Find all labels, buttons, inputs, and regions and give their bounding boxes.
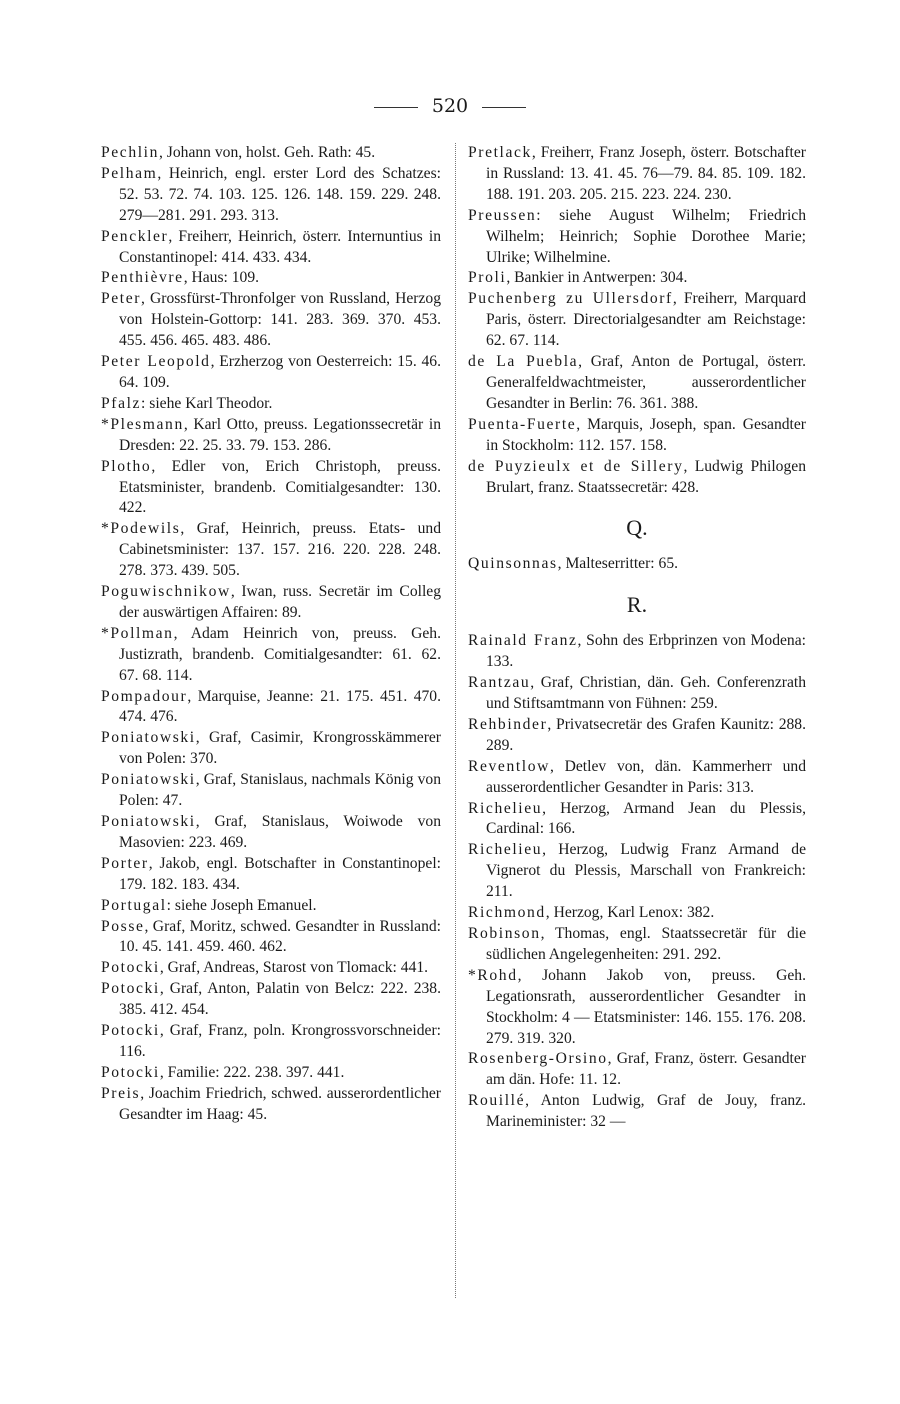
entry-description: , Detlev von, dän. Kammerherr und ausserordentlicher Gesandter in Paris: 313. bbox=[486, 757, 806, 796]
index-entry bbox=[101, 917, 441, 959]
right-column-p-entries bbox=[468, 143, 806, 498]
index-entry bbox=[101, 227, 441, 269]
right-column-r-entries bbox=[468, 631, 806, 1133]
section-heading-r: R. bbox=[626, 592, 648, 618]
index-entry bbox=[101, 958, 441, 979]
entry-description: , Graf, Stanislaus, Woiwode von Masovien: 223. 469. bbox=[119, 813, 441, 851]
entry-description: , Ludwig Philogen Brulart, franz. Staatssecretär: 428. bbox=[486, 457, 806, 496]
entry-name: Quinsonnas bbox=[468, 555, 558, 573]
entry-description: , Adam Heinrich von, preuss. Geh. Justizrath, brandenb. Comitialgesandter: 61. 62. 67. 68. 114. bbox=[119, 624, 441, 684]
entry-description: , Familie: 222. 238. 397. 441. bbox=[159, 1063, 345, 1081]
entry-name: Poguwischnikow bbox=[101, 583, 231, 601]
entry-description: , Marquis, Joseph, span. Gesandter in Stockholm: 112. 157. 158. bbox=[486, 415, 806, 454]
entry-description: : siehe August Wilhelm; Friedrich Wilhelm; Heinrich; Sophie Dorothee Marie; Ulrike; Wilhelmine. bbox=[486, 206, 806, 266]
entry-description: , Iwan, russ. Secretär im Colleg der auswärtigen Affairen: 89. bbox=[119, 583, 441, 621]
entry-description: , Graf, Heinrich, preuss. Etats- und Cabinetsminister: 137. 157. 216. 220. 228. 248. 278. 373. 439. 505. bbox=[119, 520, 441, 580]
left-column bbox=[101, 143, 441, 1126]
entry-name: Rosenberg-Orsino bbox=[468, 1050, 608, 1068]
entry-name: *Podewils bbox=[101, 520, 181, 538]
entry-description: , Privatsecretär des Grafen Kaunitz: 288. 289. bbox=[486, 715, 806, 754]
index-entry bbox=[101, 687, 441, 729]
entry-description: , Graf, Stanislaus, nachmals König von Polen: 47. bbox=[119, 771, 441, 810]
index-entry bbox=[468, 1049, 806, 1091]
entry-description: , Herzog, Armand Jean du Plessis, Cardinal: 166. bbox=[486, 799, 806, 838]
entry-name: Poniatowski bbox=[101, 813, 196, 830]
entry-description: , Jakob, engl. Botschafter in Constantinopel: 179. 182. 183. 434. bbox=[119, 854, 441, 893]
entry-name: Pompadour bbox=[101, 687, 188, 705]
entry-description: , Graf, Moritz, schwed. Gesandter in Russland: 10. 45. 141. 459. 460. 462. bbox=[119, 917, 441, 956]
index-entry bbox=[468, 457, 806, 499]
entry-description: , Graf, Franz, österr. Gesandter am dän. Hofe: 11. 12. bbox=[486, 1050, 806, 1089]
entry-description: , Johann von, holst. Geh. Rath: 45. bbox=[158, 144, 376, 161]
entry-description: , Johann Jakob von, preuss. Geh. Legationsrath, ausserordentlicher Gesandter in Stockholm: 4 — Etatsminister: 146. 155. 176. 208. 279. 319. 320. bbox=[486, 966, 806, 1047]
entry-description: , Haus: 109. bbox=[183, 269, 260, 287]
entry-description: , Thomas, engl. Staatssecretär für die südlichen Angelegenheiten: 291. 292. bbox=[486, 925, 806, 963]
entry-name: Preussen bbox=[468, 206, 537, 224]
entry-description: , Edler von, Erich Christoph, preuss. Etatsminister, brandenb. Comitialgesandter: 130. 422. bbox=[119, 457, 441, 517]
index-entry bbox=[468, 673, 806, 715]
entry-description: , Graf, Andreas, Starost von Tlomack: 441. bbox=[159, 959, 429, 977]
entry-name: Peter Leopold bbox=[101, 353, 211, 371]
index-entry bbox=[101, 394, 441, 415]
entry-name: Richmond bbox=[468, 904, 546, 922]
entry-name: Proli bbox=[468, 269, 507, 287]
entry-description: , Graf, Anton de Portugal, österr. Generalfeldwachtmeister, ausserordentlicher Gesandter in Berlin: 76. 361. 388. bbox=[486, 353, 806, 412]
entry-name: Poniatowski bbox=[101, 771, 196, 789]
index-entry bbox=[468, 903, 806, 924]
entry-name: Reventlow bbox=[468, 757, 550, 775]
page-number bbox=[0, 95, 900, 117]
index-entry bbox=[468, 1091, 806, 1133]
index-entry bbox=[101, 728, 441, 770]
entry-name: Rainald Franz bbox=[468, 632, 578, 650]
index-entry bbox=[101, 979, 441, 1021]
index-entry bbox=[101, 812, 441, 854]
entry-description: , Graf, Anton, Palatin von Belcz: 222. 238. 385. 412. 454. bbox=[119, 980, 441, 1019]
entry-name: Rantzau bbox=[468, 674, 531, 692]
index-entry bbox=[101, 289, 441, 352]
entry-description: , Herzog, Ludwig Franz Armand de Vignerot du Plessis, Marschall von Frankreich: 211. bbox=[486, 841, 806, 901]
entry-name: Potocki bbox=[101, 1063, 160, 1081]
entry-description: , Freiherr, Marquard Paris, österr. Directorialgesandter am Reichstage: 62. 67. 114. bbox=[486, 290, 806, 350]
entry-name: Pelham bbox=[101, 164, 158, 182]
entry-name: Pfalz bbox=[101, 394, 142, 412]
index-entry bbox=[101, 854, 441, 896]
entry-name: Peter bbox=[101, 290, 142, 308]
entry-name: de La Puebla bbox=[468, 353, 579, 371]
entry-name: Potocki bbox=[101, 980, 160, 998]
entry-description: , Malteserritter: 65. bbox=[557, 555, 679, 573]
entry-description: , Grossfürst-Thronfolger von Russland, Herzog von Holstein-Gottorp: 141. 283. 369. 370. 453. 455. 456. 465. 483. 486. bbox=[119, 290, 441, 350]
entry-name: Puenta-Fuerte bbox=[468, 415, 577, 433]
entry-name: *Pollman bbox=[101, 624, 174, 642]
entry-name: Potocki bbox=[101, 959, 160, 977]
index-entry bbox=[468, 799, 806, 841]
index-entry bbox=[101, 1021, 441, 1063]
index-entry bbox=[468, 415, 806, 457]
index-entry bbox=[101, 164, 441, 227]
entry-name: Porter bbox=[101, 854, 149, 872]
entry-name: Richelieu bbox=[468, 799, 543, 817]
index-entry bbox=[101, 770, 441, 812]
entry-name: de Puyzieulx et de Sillery bbox=[468, 457, 684, 475]
entry-description: : siehe Karl Theodor. bbox=[141, 394, 273, 412]
entry-name: Pechlin bbox=[101, 144, 159, 161]
index-entry bbox=[468, 289, 806, 352]
index-entry bbox=[101, 582, 441, 624]
index-entry bbox=[468, 352, 806, 415]
entry-description: , Graf, Christian, dän. Geh. Conferenzrath und Stiftsamtmann von Fühnen: 259. bbox=[486, 674, 806, 713]
entry-name: Penckler bbox=[101, 227, 169, 245]
entry-name: *Plesmann bbox=[101, 415, 184, 433]
entry-name: Plotho bbox=[101, 457, 152, 475]
index-entry bbox=[468, 840, 806, 903]
entry-description: , Marquise, Jeanne: 21. 175. 451. 470. 474. 476. bbox=[119, 687, 441, 726]
entry-description: , Heinrich, engl. erster Lord des Schatzes: 52. 53. 72. 74. 103. 125. 126. 148. 159. 229. 248. 279—281. 291. 293. 313. bbox=[119, 164, 441, 224]
right-column bbox=[468, 143, 806, 1133]
entry-name: Rehbinder bbox=[468, 715, 548, 733]
index-entry bbox=[101, 1084, 441, 1126]
entry-name: Preis bbox=[101, 1084, 141, 1102]
index-entry bbox=[468, 966, 806, 1050]
index-entry bbox=[468, 206, 806, 269]
entry-description: , Bankier in Antwerpen: 304. bbox=[506, 269, 688, 287]
entry-description: , Freiherr, Franz Joseph, österr. Botschafter in Russland: 13. 41. 45. 76—79. 84. 85. 109. 182. 188. 191. 203. 205. 215. 223. 224. 230. bbox=[486, 144, 806, 203]
page-number-text: 520 bbox=[431, 95, 469, 117]
index-entry bbox=[101, 352, 441, 394]
right-column-q-entries bbox=[468, 554, 806, 575]
index-entry bbox=[468, 715, 806, 757]
entry-name: Puchenberg zu Ullersdorf bbox=[468, 290, 673, 308]
entry-name: Poniatowski bbox=[101, 729, 196, 747]
index-entry bbox=[468, 924, 806, 966]
entry-description: , Anton Ludwig, Graf de Jouy, franz. Marineminister: 32 — bbox=[486, 1092, 806, 1131]
index-entry bbox=[468, 268, 806, 289]
index-entry bbox=[101, 519, 441, 582]
entry-description: , Herzog, Karl Lenox: 382. bbox=[545, 904, 715, 922]
page-number-dash-right bbox=[482, 107, 526, 108]
entry-name: Potocki bbox=[101, 1022, 160, 1040]
entry-description: , Graf, Franz, poln. Krongrossvorschneider: 116. bbox=[119, 1022, 441, 1060]
index-entry bbox=[101, 415, 441, 457]
entry-name: Richelieu bbox=[468, 841, 543, 859]
index-entry bbox=[101, 624, 441, 687]
entry-description: , Joachim Friedrich, schwed. ausserordentlicher Gesandter im Haag: 45. bbox=[119, 1084, 441, 1123]
index-entry bbox=[101, 143, 441, 164]
column-divider bbox=[455, 143, 456, 1298]
entry-name: Robinson bbox=[468, 925, 541, 942]
entry-name: Pretlack bbox=[468, 144, 532, 161]
entry-name: *Rohd bbox=[468, 966, 518, 984]
section-heading-q: Q. bbox=[626, 515, 648, 541]
index-entry bbox=[101, 268, 441, 289]
index-entry bbox=[468, 757, 806, 799]
entry-description: , Graf, Casimir, Krongrosskämmerer von Polen: 370. bbox=[119, 729, 441, 768]
index-entry bbox=[101, 457, 441, 520]
entry-name: Rouillé bbox=[468, 1092, 526, 1110]
index-entry bbox=[468, 143, 806, 206]
page-number-dash-left bbox=[374, 107, 418, 108]
index-entry bbox=[468, 554, 806, 575]
entry-description: : siehe Joseph Emanuel. bbox=[166, 896, 317, 914]
entry-name: Posse bbox=[101, 917, 145, 935]
index-entry bbox=[468, 631, 806, 673]
entry-description: , Sohn des Erbprinzen von Modena: 133. bbox=[486, 632, 806, 671]
entry-description: , Karl Otto, preuss. Legationssecretär in Dresden: 22. 25. 33. 79. 153. 286. bbox=[119, 415, 441, 454]
entry-description: , Erzherzog von Oesterreich: 15. 46. 64. 109. bbox=[119, 353, 441, 391]
entry-name: Portugal bbox=[101, 896, 167, 914]
index-entry bbox=[101, 1063, 441, 1084]
index-entry bbox=[101, 896, 441, 917]
entry-name: Penthièvre bbox=[101, 269, 184, 287]
entry-description: , Freiherr, Heinrich, österr. Internuntius in Constantinopel: 414. 433. 434. bbox=[119, 227, 441, 266]
